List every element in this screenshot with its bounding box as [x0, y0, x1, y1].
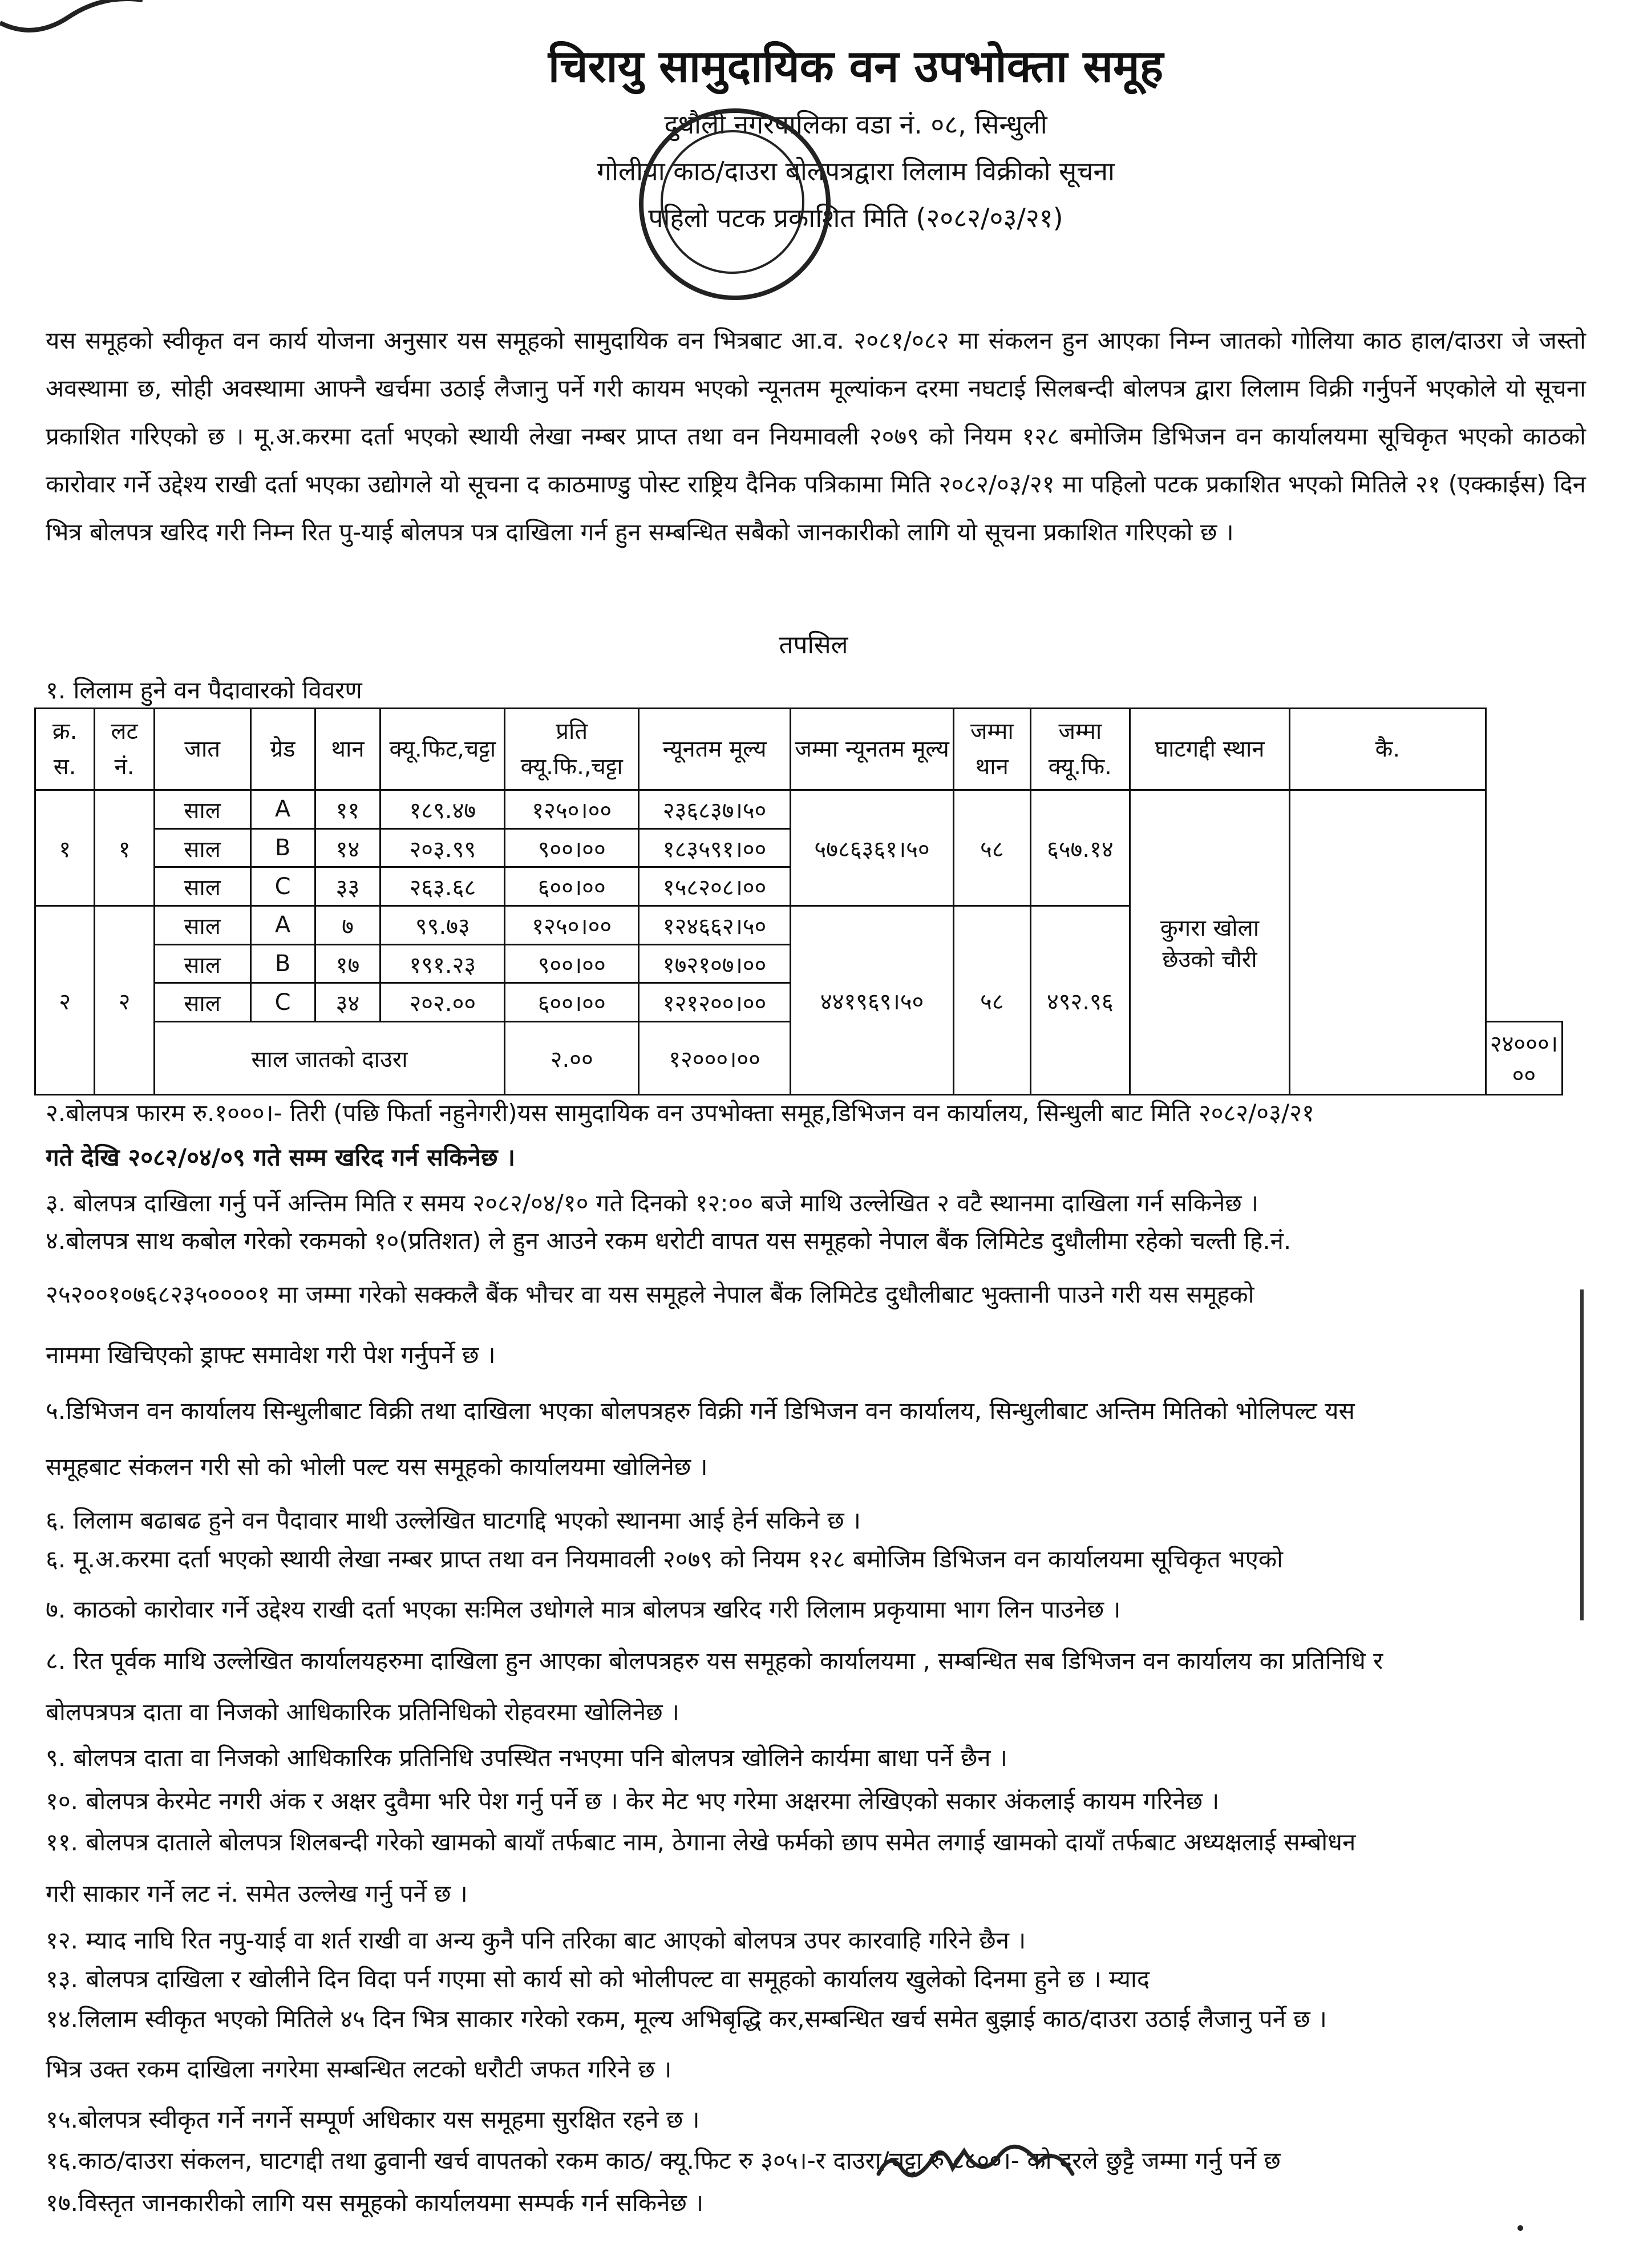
- cell-min-price: १५८२०८।००: [639, 867, 791, 906]
- clause-line: ७. काठको कारोवार गर्ने उद्देश्य राखी दर्ता भएका सःमिल उधोगले मात्र बोलपत्र खरिद गरी लिलाम प्रकृयामा भाग लिन पाउनेछ ।: [46, 1595, 1121, 1623]
- page-edge-line: [1580, 1289, 1584, 1620]
- clause-line: १५.बोलपत्र स्वीकृत गर्ने नगर्ने सम्पूर्ण अधिकार यस समूहमा सुरक्षित रहने छ ।: [46, 2105, 700, 2133]
- cell-grade: A: [250, 790, 315, 829]
- publish-date: पहिलो पटक प्रकाशित मिति (२०८२/०३/२१): [648, 203, 1063, 233]
- cell-rate: ६००।००: [505, 867, 639, 906]
- cell-species: साल: [154, 983, 250, 1022]
- col-header-total-than: जम्मा थान: [954, 709, 1030, 790]
- lot1-total-than: ५८: [954, 790, 1030, 906]
- cell-cft: ९९.७३: [381, 906, 505, 945]
- lot2-sn: २: [35, 906, 95, 1095]
- cell-than: १७: [315, 944, 381, 983]
- clause-line: १३. बोलपत्र दाखिला र खोलीने दिन विदा पर्न गएमा सो कार्य सो को भोलीपल्ट वा समूहको कार्यालय खुलेको दिनमा हुने छ । म्याद: [46, 1965, 1150, 1993]
- cell-cft: २.००: [505, 1022, 639, 1095]
- col-header-species: जात: [154, 709, 250, 790]
- notice-subject: गोलीया काठ/दाउरा बोलपत्रद्वारा लिलाम विक्रीको सूचना: [597, 156, 1115, 187]
- section-1-title: १. लिलाम हुने वन पैदावारको विवरण: [46, 676, 362, 704]
- torn-corner-mark: [0, 0, 171, 63]
- ink-dot: [1517, 2225, 1523, 2231]
- cell-min-price: २४०००।००: [1486, 1022, 1562, 1095]
- lot2-number: २: [95, 906, 155, 1095]
- clause-line: बोलपत्रपत्र दाता वा निजको आधिकारिक प्रतिनिधिको रोहवरमा खोलिनेछ ।: [46, 1698, 679, 1726]
- cell-than: ३४: [315, 983, 381, 1022]
- official-seal-stamp: [639, 108, 831, 300]
- cell-rate: १२५०।००: [505, 790, 639, 829]
- cell-grade: C: [250, 983, 315, 1022]
- col-header-lot: लट नं.: [95, 709, 155, 790]
- lot1-total-min: ५७८६३६१।५०: [791, 790, 954, 906]
- col-header-sn: क्र. स.: [35, 709, 95, 790]
- organization-address: दुधौली नगरपालिका वडा नं. ०८, सिन्धुली: [664, 109, 1047, 140]
- col-header-cft: क्यू.फिट,चट्टा: [381, 709, 505, 790]
- firewood-label: साल जातको दाउरा: [154, 1022, 504, 1095]
- clause-line: ६. मू.अ.करमा दर्ता भएको स्थायी लेखा नम्बर प्राप्त तथा वन नियमावली २०७९ को नियम १२८ बमोजिम डिभिजन वन कार्यालयमा सूचिकृत भएको: [46, 1545, 1283, 1573]
- notice-header: [342, 34, 1369, 246]
- col-header-total-cft: जम्मा क्यू.फि.: [1030, 709, 1130, 790]
- cell-than: ७: [315, 906, 381, 945]
- table-header-row: [35, 709, 1563, 790]
- clause-line: गरी साकार गर्ने लट नं. समेत उल्लेख गर्नु पर्ने छ ।: [46, 1879, 468, 1907]
- cell-min-price: १२४६६२।५०: [639, 906, 791, 945]
- cell-min-price: १८३५९१।००: [639, 828, 791, 867]
- col-header-depot: घाटगद्दी स्थान: [1130, 709, 1290, 790]
- cell-cft: २६३.६८: [381, 867, 505, 906]
- cell-than: ३३: [315, 867, 381, 906]
- clause-line: ४.बोलपत्र साथ कबोल गरेको रकमको १०(प्रतिशत) ले हुन आउने रकम धरोटी वापत यस समूहको नेपाल बैंक लिमिटेड दुधौलीमा रहेको चल्ती हि.नं.: [46, 1227, 1292, 1255]
- organization-title: चिरायु सामुदायिक वन उपभोक्ता समूह: [548, 41, 1164, 92]
- cell-cft: २०२.००: [381, 983, 505, 1022]
- cell-grade: B: [250, 828, 315, 867]
- cell-grade: B: [250, 944, 315, 983]
- col-header-total-min: जम्मा न्यूनतम मूल्य: [791, 709, 954, 790]
- clause-line: समूहबाट संकलन गरी सो को भोली पल्ट यस समूहको कार्यालयमा खोलिनेछ ।: [46, 1453, 708, 1481]
- cell-grade: A: [250, 906, 315, 945]
- remarks-cell: [1289, 790, 1486, 1095]
- clause-line: ११. बोलपत्र दाताले बोलपत्र शिलबन्दी गरेको खामको बायाँ तर्फबाट नाम, ठेगाना लेखे फर्मको छाप समेत लगाई खामको दायाँ तर्फबाट अध्यक्षलाई सम्बोधन: [46, 1828, 1356, 1856]
- col-header-rate: प्रति क्यू.फि.,चट्टा: [505, 709, 639, 790]
- clause-line: ३. बोलपत्र दाखिला गर्नु पर्ने अन्तिम मिति र समय २०८२/०४/१० गते दिनको १२:०० बजे माथि उल्लेखित २ वटै स्थानमा दाखिला गर्न सकिनेछ ।: [46, 1189, 1258, 1217]
- col-header-than: थान: [315, 709, 381, 790]
- schedule-heading: तपसिल: [779, 630, 848, 660]
- col-header-grade: ग्रेड: [250, 709, 315, 790]
- cell-rate: ६००।००: [505, 983, 639, 1022]
- seal-inner-ring: [661, 130, 804, 274]
- cell-min-price: १२१२००।००: [639, 983, 791, 1022]
- cell-species: साल: [154, 906, 250, 945]
- lot1-number: १: [95, 790, 155, 906]
- cell-min-price: २३६८३७।५०: [639, 790, 791, 829]
- clause-line: १७.विस्तृत जानकारीको लागि यस समूहको कार्यालयमा सम्पर्क गर्न सकिनेछ ।: [46, 2189, 704, 2217]
- clause-line: १४.लिलाम स्वीकृत भएको मितिले ४५ दिन भित्र साकार गरेको रकम, मूल्य अभिबृद्धि कर,सम्बन्धित खर्च समेत बुझाई काठ/दाउरा उठाई लैजानु पर्ने छ ।: [46, 2005, 1327, 2033]
- clause-line: ९. बोलपत्र दाता वा निजको आधिकारिक प्रतिनिधि उपस्थित नभएमा पनि बोलपत्र खोलिने कार्यमा बाधा पर्ने छैन ।: [46, 1744, 1007, 1772]
- terms-clauses: [46, 1098, 1586, 2218]
- cell-cft: १९१.२३: [381, 944, 505, 983]
- intro-paragraph: यस समूहको स्वीकृत वन कार्य योजना अनुसार यस समूहको सामुदायिक वन भित्रबाट आ.व. २०८१/०८२ मा संकलन हुन आएका निम्न जातको गोलिया काठ हाल/दाउरा जे जस्तो अवस्थामा छ, सोही अवस्थामा आफ्नै खर्चमा उठाई लैजानु पर्ने गरी कायम भएको न्यूनतम मूल्यांकन दरमा नघटाई सिलबन्दी बोलपत्र द्वारा लिलाम विक्री गर्नुपर्ने भएकोले यो सूचना प्रकाशित गरिएको छ । मू.अ.करमा दर्ता भएको स्थायी लेखा नम्बर प्राप्त तथा वन नियमावली २०७९ को नियम १२८ बमोजिम डिभिजन वन कार्यालयमा सूचिकृत भएको काठको कारोवार गर्ने उद्देश्य राखी दर्ता भएका उद्योगले यो सूचना द काठमाण्डु पोस्ट राष्ट्रिय दैनिक पत्रिकामा मिति २०८२/०३/२१ मा पहिलो पटक प्रकाशित भएको मितिले २१ (एक्काईस) दिन भित्र बोलपत्र खरिद गरी निम्न रित पु-याई बोलपत्र पत्र दाखिला गर्न हुन सम्बन्धित सबैको जानकारीको लागि यो सूचना प्रकाशित गरिएको छ ।: [46, 326, 1586, 546]
- clause-line: गते देखि २०८२/०४/०९ गते सम्म खरिद गर्न सकिनेछ ।: [46, 1143, 516, 1171]
- clause-line: ५.डिभिजन वन कार्यालय सिन्धुलीबाट विक्री तथा दाखिला भएका बोलपत्रहरु विक्री गर्ने डिभिजन वन कार्यालय, सिन्धुलीबाट अन्तिम मितिको भोलिपल्ट यस: [46, 1397, 1355, 1425]
- cell-species: साल: [154, 867, 250, 906]
- clause-line: २५२००१०७६८२३५००००१ मा जम्मा गरेको सक्कलै बैंक भौचर वा यस समूहले नेपाल बैंक लिमिटेड दुधौलीबाट भुक्तानी पाउने गरी यस समूहको: [46, 1280, 1254, 1308]
- cell-rate: ९००।००: [505, 828, 639, 867]
- clause-line: भित्र उक्त रकम दाखिला नगरेमा सम्बन्धित लटको धरौटी जफत गरिने छ ।: [46, 2055, 672, 2083]
- cell-grade: C: [250, 867, 315, 906]
- clause-line: १२. म्याद नाघि रित नपु-याई वा शर्त राखी वा अन्य कुनै पनि तरिका बाट आएको बोलपत्र उपर कारवाहि गरिने छैन ।: [46, 1926, 1026, 1954]
- lot1-total-cft: ६५७.१४: [1030, 790, 1130, 906]
- handwritten-signature: [867, 2128, 1084, 2197]
- cell-rate: १२०००।००: [639, 1022, 791, 1095]
- table-row: [35, 790, 1563, 829]
- lot1-sn: १: [35, 790, 95, 906]
- clause-line: ६. लिलाम बढाबढ हुने वन पैदावार माथी उल्लेखित घाटगद्दि भएको स्थानमा आई हेर्न सकिने छ ।: [46, 1506, 861, 1534]
- cell-cft: २०३.९९: [381, 828, 505, 867]
- col-header-min-price: न्यूनतम मूल्य: [639, 709, 791, 790]
- depot-location: कुगरा खोला छेउको चौरी: [1130, 790, 1290, 1095]
- cell-rate: ९००।००: [505, 944, 639, 983]
- lot2-total-cft: ४९२.९६: [1030, 906, 1130, 1095]
- cell-than: १४: [315, 828, 381, 867]
- cell-than: ११: [315, 790, 381, 829]
- col-header-remarks: कै.: [1289, 709, 1486, 790]
- clause-line: १६.काठ/दाउरा संकलन, घाटगद्दी तथा ढुवानी खर्च वापतको रकम काठ/ क्यू.फिट रु ३०५।-र दाउरा/चट्टा रु ८८००।- को दरले छुट्टै जम्मा गर्नु पर्ने छ: [46, 2146, 1281, 2174]
- cell-species: साल: [154, 828, 250, 867]
- clause-line: १०. बोलपत्र केरमेट नगरी अंक र अक्षर दुवैमा भरि पेश गर्नु पर्ने छ । केर मेट भए गरेमा अक्षरमा लेखिएको सकार अंकलाई कायम गरिनेछ ।: [46, 1787, 1220, 1815]
- clause-line: नाममा खिचिएको ड्राफ्ट समावेश गरी पेश गर्नुपर्ने छ ।: [46, 1341, 496, 1369]
- auction-details-table: [34, 708, 1563, 1095]
- cell-rate: १२५०।००: [505, 906, 639, 945]
- cell-species: साल: [154, 790, 250, 829]
- clause-line: ८. रित पूर्वक माथि उल्लेखित कार्यालयहरुमा दाखिला हुन आएका बोलपत्रहरु यस समूहको कार्यालयमा , सम्बन्धित सब डिभिजन वन कार्यालय का प्रतिनिधि र: [46, 1647, 1383, 1675]
- clause-line: २.बोलपत्र फारम रु.१०००।- तिरी (पछि फिर्ता नहुनेगरी)यस सामुदायिक वन उपभोक्ता समूह,डिभिजन वन कार्यालय, सिन्धुली बाट मिति २०८२/०३/२१: [46, 1099, 1314, 1127]
- cell-min-price: १७२१०७।००: [639, 944, 791, 983]
- cell-species: साल: [154, 944, 250, 983]
- lot2-total-min: ४४१९६९।५०: [791, 906, 954, 1095]
- lot2-total-than: ५८: [954, 906, 1030, 1095]
- cell-cft: १८९.४७: [381, 790, 505, 829]
